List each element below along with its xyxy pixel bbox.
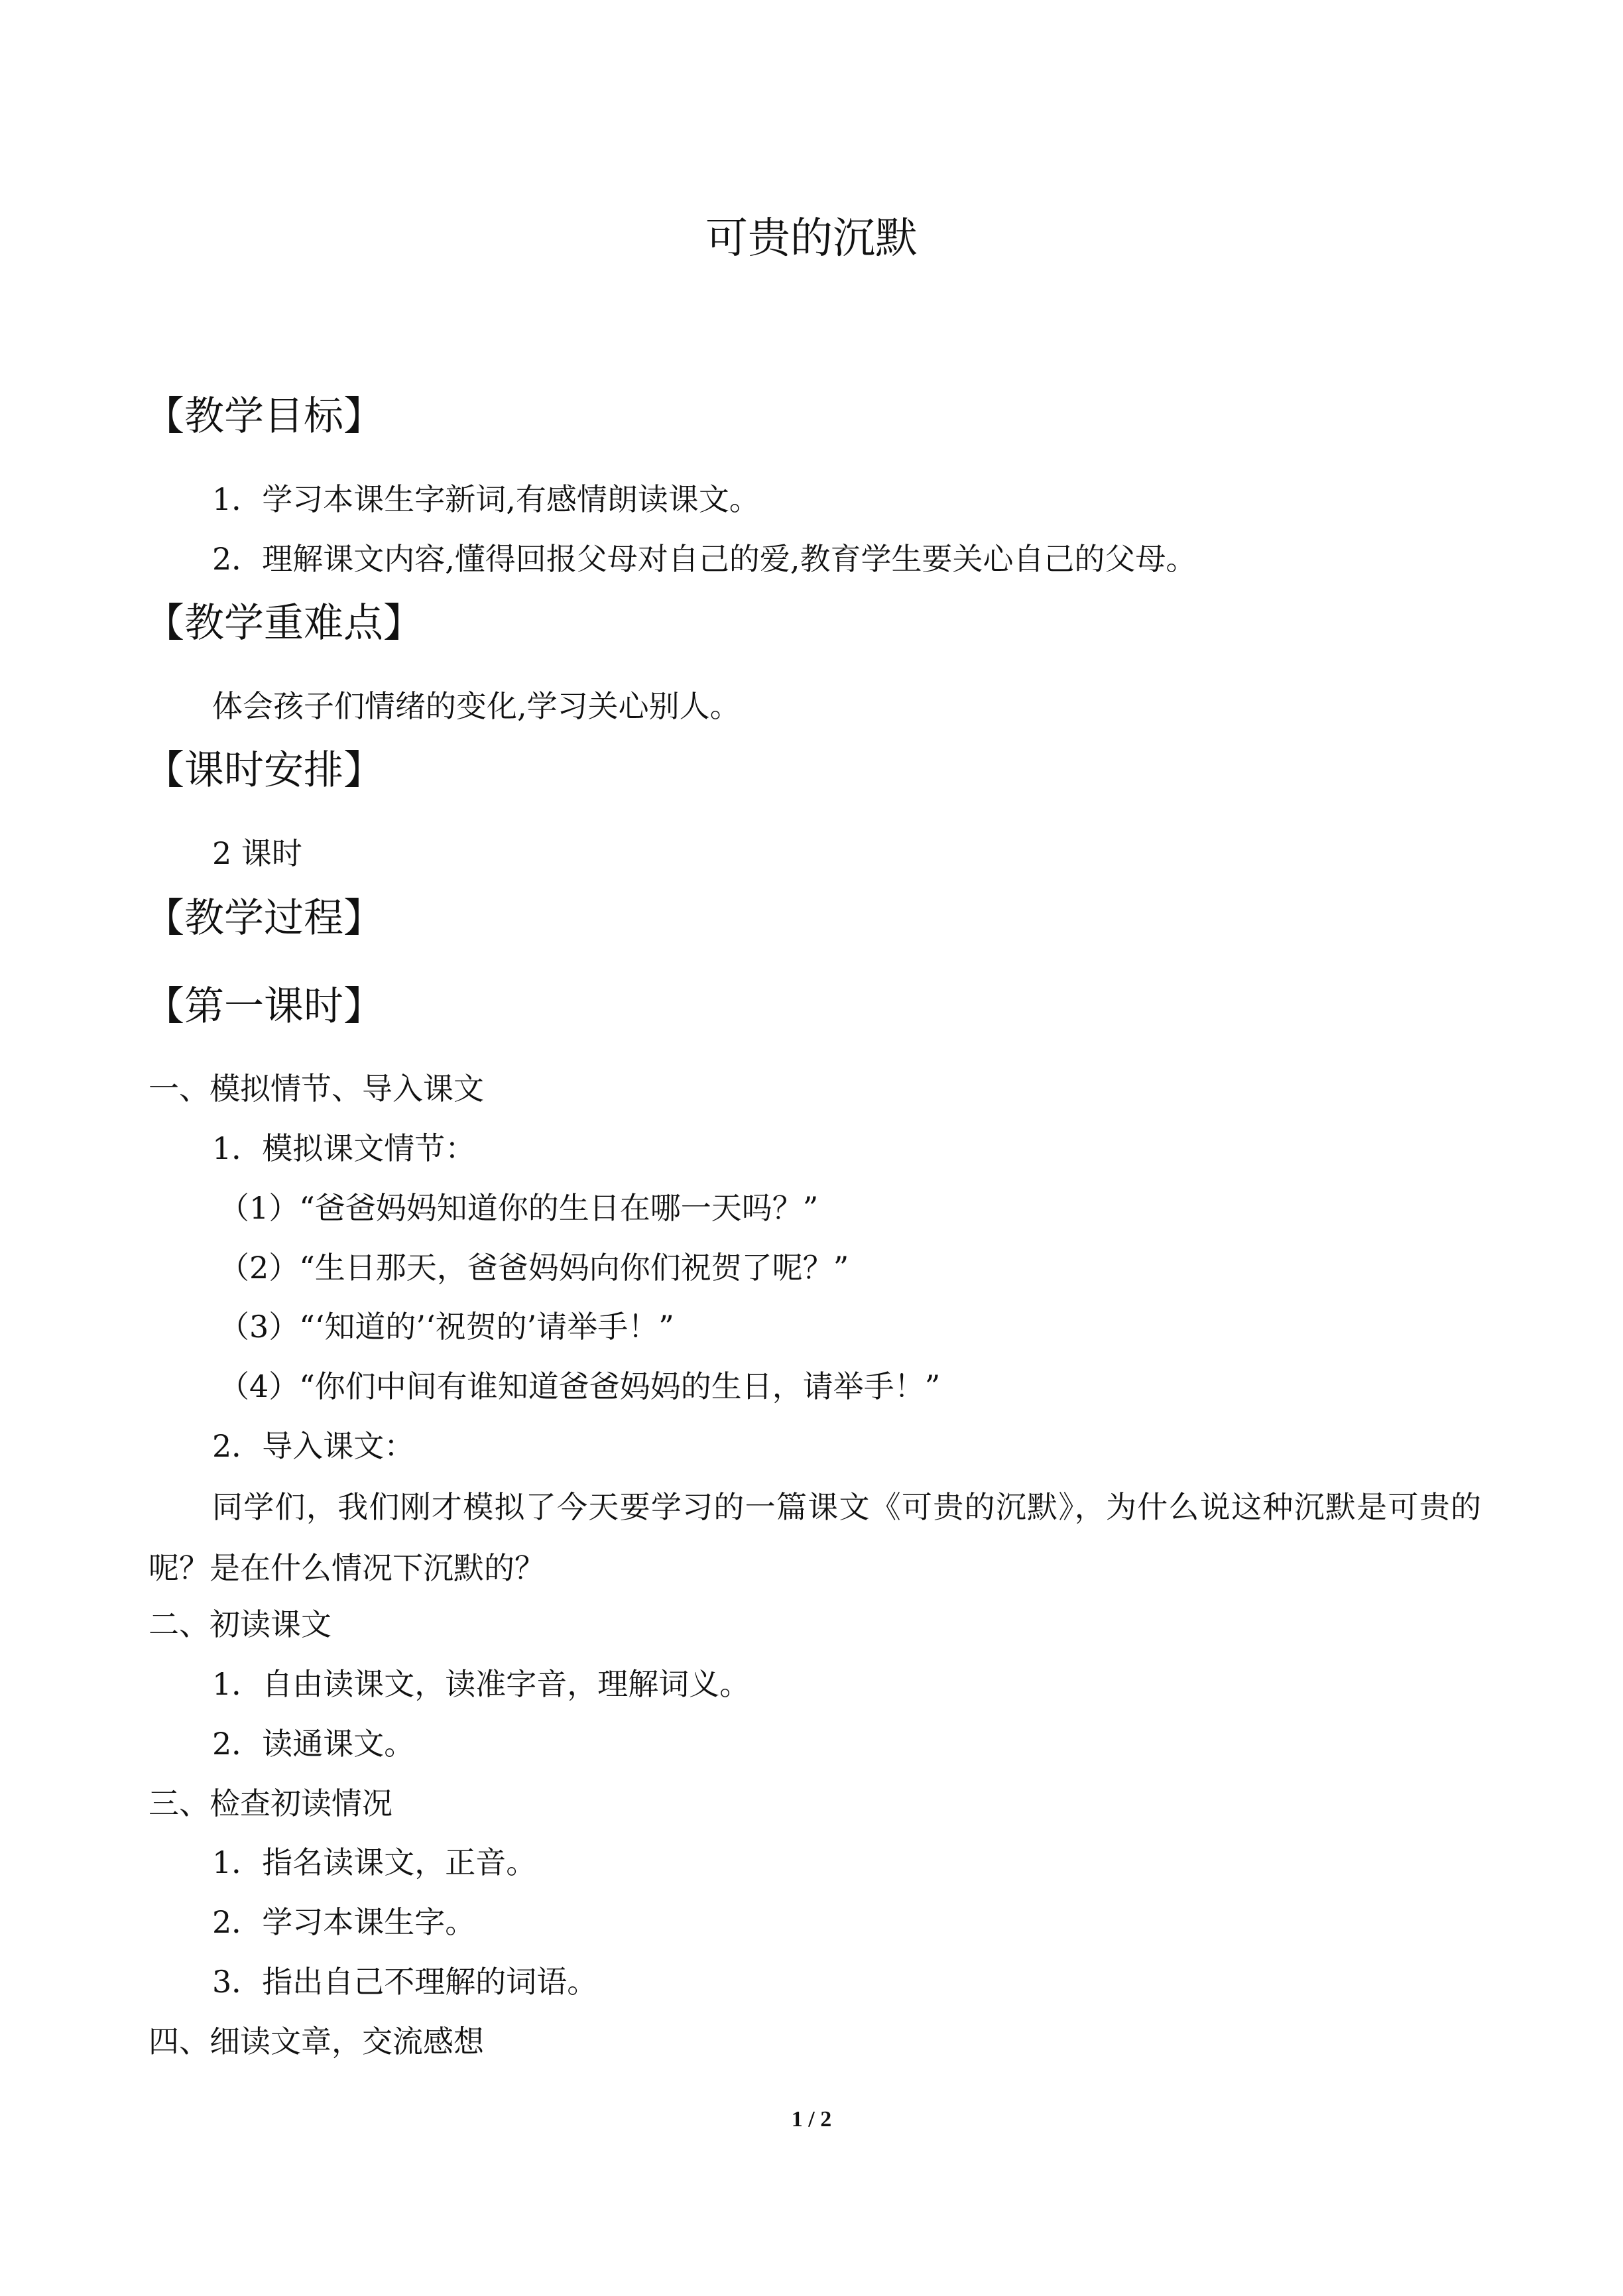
- step1-sub2: 2．导入课文：: [212, 1428, 415, 1464]
- step3-item-1: 1．指名读课文，正音。: [212, 1844, 537, 1880]
- heading-key-points: 【教学重难点】: [145, 600, 423, 646]
- step1-question-1: （1）“爸爸妈妈知道你的生日在哪一天吗？”: [219, 1190, 819, 1226]
- step4-title: 四、细读文章，交流感想: [149, 2024, 484, 2059]
- step3-item-3: 3．指出自己不理解的词语。: [212, 1964, 598, 2000]
- heading-objectives: 【教学目标】: [145, 393, 383, 440]
- page-number: 1 / 2: [791, 2107, 832, 2132]
- step2-item-1: 1．自由读课文，读准字音，理解词义。: [212, 1666, 751, 1702]
- step1-title: 一、模拟情节、导入课文: [149, 1071, 484, 1107]
- schedule-text: 2 课时: [212, 835, 302, 871]
- step2-item-2: 2．读通课文。: [212, 1726, 415, 1762]
- key-points-text: 体会孩子们情绪的变化,学习关心别人。: [212, 688, 741, 724]
- heading-lesson1: 【第一课时】: [145, 983, 383, 1030]
- step1-paragraph: 同学们，我们刚才模拟了今天要学习的一篇课文《可贵的沉默》，为什么说这种沉默是可贵的呢？是在什么情况下沉默的？: [149, 1489, 1481, 1586]
- step1-question-4: （4）“你们中间有谁知道爸爸妈妈的生日，请举手！”: [219, 1368, 941, 1404]
- step1-question-3: （3）“‘知道的’‘祝贺的’请举手！”: [219, 1309, 674, 1345]
- objective-item-2: 2．理解课文内容,懂得回报父母对自己的爱,教育学生要关心自己的父母。: [212, 541, 1197, 577]
- document-title: 可贵的沉默: [705, 214, 918, 263]
- step3-item-2: 2．学习本课生字。: [212, 1904, 476, 1940]
- step1-sub1: 1．模拟课文情节：: [212, 1130, 476, 1166]
- step1-question-2: （2）“生日那天，爸爸妈妈向你们祝贺了呢？”: [219, 1250, 849, 1286]
- heading-process: 【教学过程】: [145, 895, 383, 941]
- step3-title: 三、检查初读情况: [149, 1785, 392, 1821]
- objective-item-1: 1．学习本课生字新词,有感情朗读课文。: [212, 481, 760, 517]
- step2-title: 二、初读课文: [149, 1606, 331, 1642]
- heading-schedule: 【课时安排】: [145, 747, 383, 794]
